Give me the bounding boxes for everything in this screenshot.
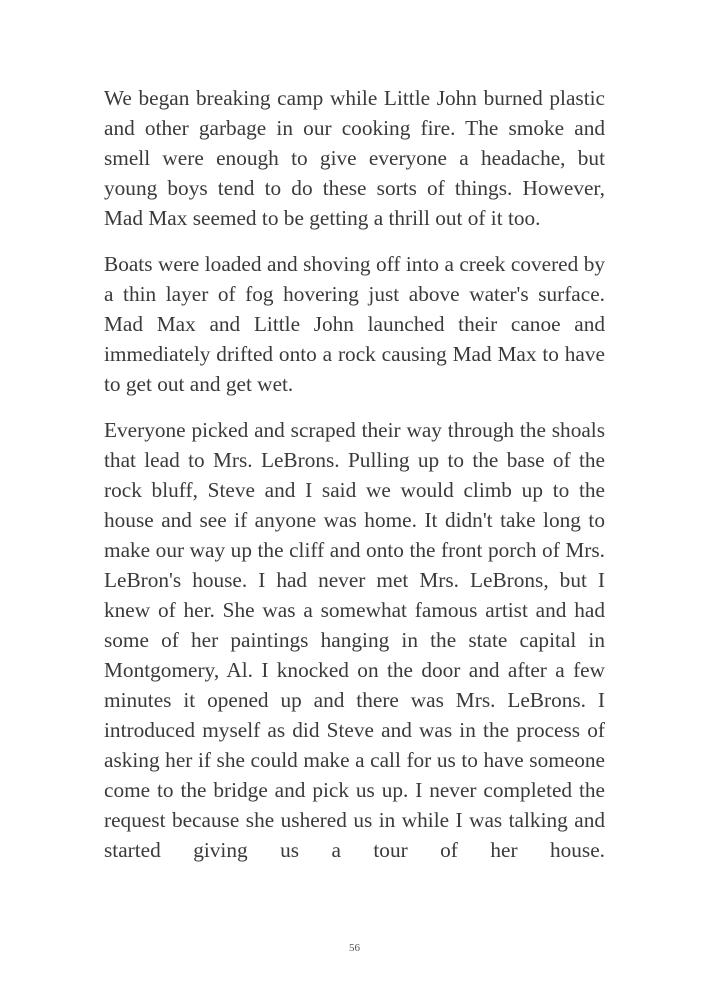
page-number: 56 (349, 942, 360, 954)
paragraph-boats-loaded: Boats were loaded and shoving off into a creek covered by a thin layer of fog hovering just above water's surface. Mad Max and Little John launched their canoe and immediately drifted onto a rock causing Mad Max to have to get out and get wet. (104, 252, 605, 396)
page-body (104, 83, 605, 865)
paragraph-mrs-lebrons: Everyone picked and scraped their way through the shoals that lead to Mrs. LeBrons. Pulling up to the base of the rock bluff, Steve and I said we would climb up to the house and see if anyone was home. It didn't take long to make our way up the cliff and onto the front porch of Mrs. LeBron's house. I had never met Mrs. LeBrons, but I knew of her. She was a somewhat famous artist and had some of her paintings hanging in the state capital in Montgomery, Al. I knocked on the door and after a few minutes it opened up and there was Mrs. LeBrons. I introduced myself as did Steve and was in the process of asking her if she could make a call for us to have someone come to the bridge and pick us up. I never completed the request because she ushered us in while I was talking and started giving us a tour of her house. (104, 418, 605, 862)
paragraph-breaking-camp: We began breaking camp while Little John burned plastic and other garbage in our cooking fire. The smoke and smell were enough to give everyone a headache, but young boys tend to do these sorts of things. However, Mad Max seemed to be getting a thrill out of it too. (104, 86, 605, 230)
